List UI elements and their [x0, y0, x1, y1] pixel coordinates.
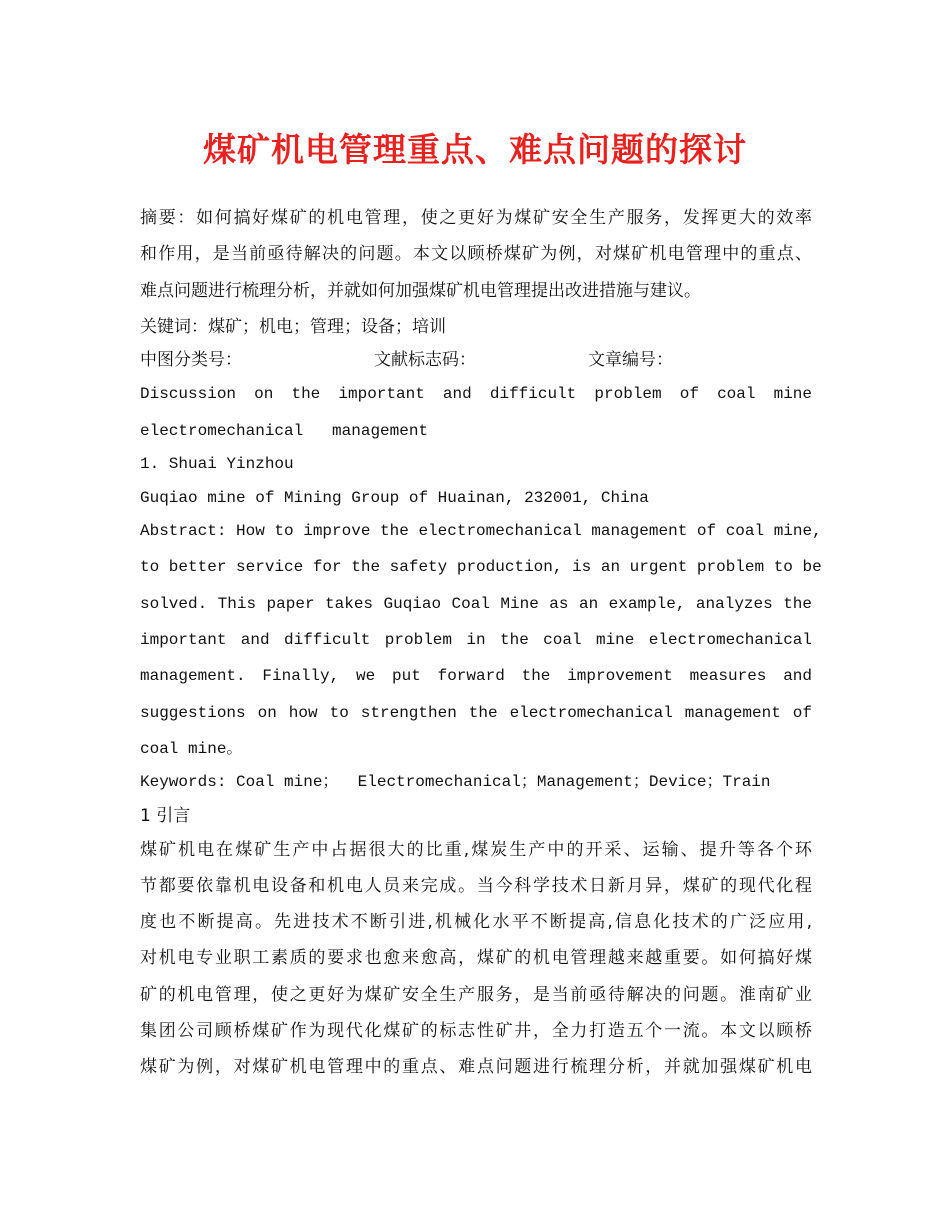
abstract-cn-line: 摘要：如何搞好煤矿的机电管理，使之更好为煤矿安全生产服务，发挥更大的效率 — [140, 208, 812, 228]
body-line: 集团公司顾桥煤矿作为现代化煤矿的标志性矿井，全力打造五个一流。本文以顾桥 — [140, 1021, 812, 1041]
abstract-en-line: management. Finally, we put forward the improvement measures and — [140, 667, 812, 685]
body-line: 节都要依靠机电设备和机电人员来完成。当今科学技术日新月异，煤矿的现代化程 — [140, 876, 812, 896]
clc-label: 中图分类号： — [140, 350, 242, 370]
doc-code-label: 文献标志码： — [374, 350, 476, 370]
body-line: 煤矿机电在煤矿生产中占据很大的比重,煤炭生产中的开采、运输、提升等各个环 — [140, 840, 812, 860]
author: 1. Shuai Yinzhou — [140, 455, 294, 473]
abstract-cn-line: 难点问题进行梳理分析，并就如何加强煤矿机电管理提出改进措施与建议。 — [140, 281, 701, 301]
classification-row — [140, 350, 812, 370]
body-line: 矿的机电管理，使之更好为煤矿安全生产服务，是当前亟待解决的问题。淮南矿业 — [140, 985, 812, 1005]
section-heading: 1 引言 — [140, 806, 191, 826]
en-title-line: electromechanical management — [140, 422, 429, 440]
abstract-en-line: suggestions on how to strengthen the electromechanical management of — [140, 704, 812, 722]
article-no-label: 文章编号： — [588, 350, 673, 370]
en-title-line: Discussion on the important and difficult problem of coal mine — [140, 385, 812, 403]
keywords-cn: 关键词：煤矿；机电；管理；设备；培训 — [140, 317, 446, 337]
body-line: 对机电专业职工素质的要求也愈来愈高，煤矿的机电管理越来越重要。如何搞好煤 — [140, 948, 812, 968]
abstract-en-line: important and difficult problem in the coal mine electromechanical — [140, 631, 812, 649]
affiliation: Guqiao mine of Mining Group of Huainan, 232001, China — [140, 489, 649, 507]
body-line: 度也不断提高。先进技术不断引进,机械化水平不断提高,信息化技术的广泛应用, — [140, 912, 812, 932]
body-line: 煤矿为例，对煤矿机电管理中的重点、难点问题进行梳理分析，并就加强煤矿机电 — [140, 1057, 812, 1077]
abstract-en-line: coal mine。 — [140, 740, 243, 758]
paper-title: 煤矿机电管理重点、难点问题的探讨 — [203, 130, 747, 169]
abstract-en-line: to better service for the safety production, is an urgent problem to be — [140, 558, 822, 576]
abstract-en-line: solved. This paper takes Guqiao Coal Mine as an example, analyzes the — [140, 595, 812, 613]
keywords-en: Keywords: Coal mine； Electromechanical；Management；Device；Train — [140, 773, 771, 791]
abstract-en-line: Abstract: How to improve the electromechanical management of coal mine, — [140, 522, 822, 540]
abstract-cn-line: 和作用，是当前亟待解决的问题。本文以顾桥煤矿为例，对煤矿机电管理中的重点、 — [140, 244, 812, 264]
